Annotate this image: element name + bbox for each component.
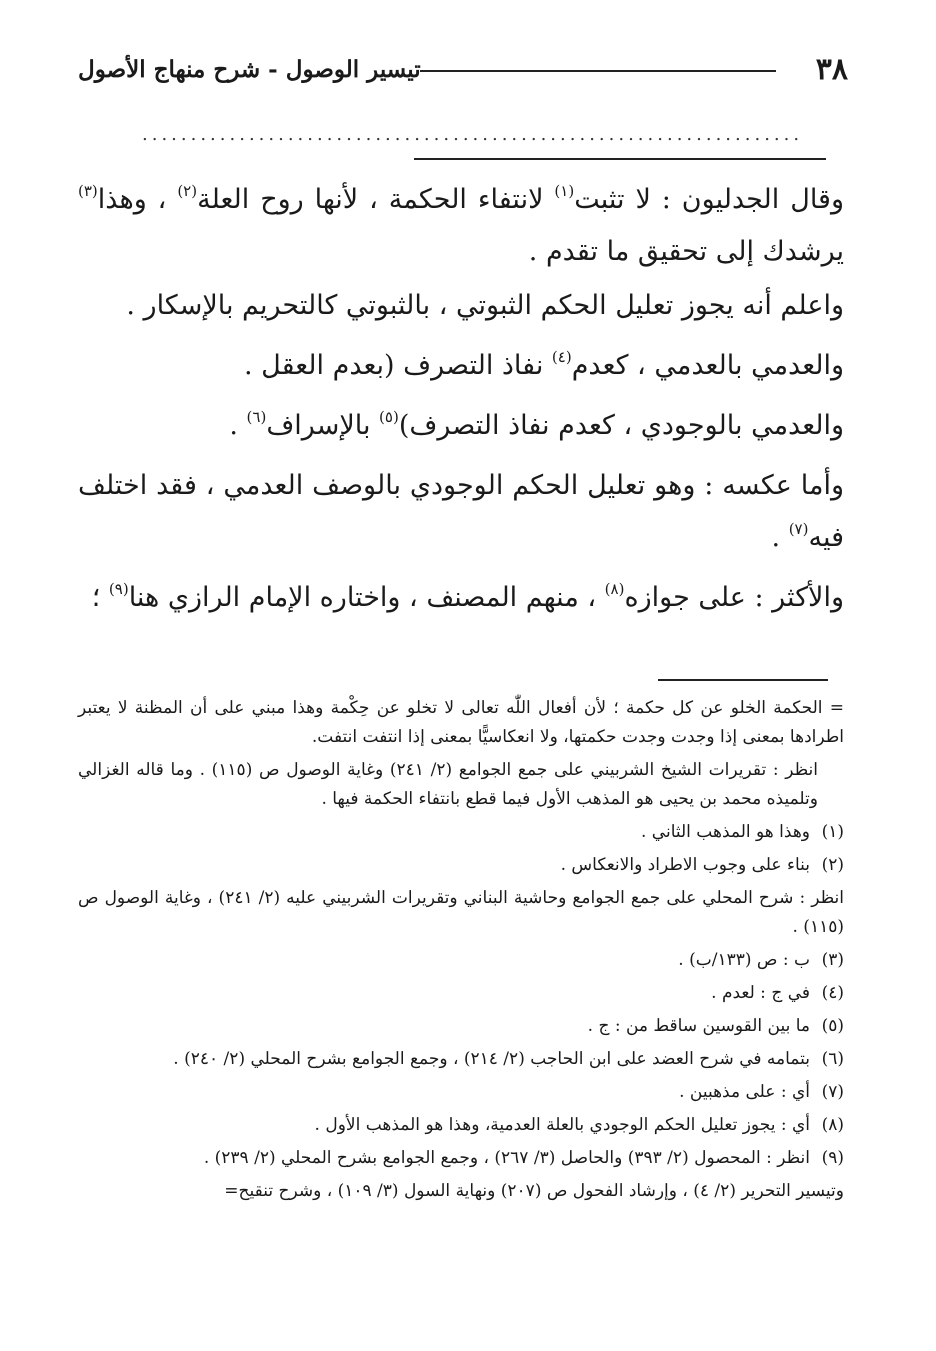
footnote-item [78,818,844,847]
text-run: ، منهم المصنف ، واختاره الإمام الرازي هنا [128,582,605,613]
footnote-continued: = الحكمة الخلو عن كل حكمة ؛ لأن أفعال اللّٰه تعالى لا تخلو عن حِكْمة وهذا مبني على أن المظنة لا يعتبر اطرادها بمعنى إذا وجدت وجدت حكمتها، ولا انعكاسيًّا بمعنى إذا انتفت انتفت. [78,698,844,747]
footnote-ref[interactable]: (٤) [551,348,572,366]
main-text [78,174,844,632]
text-run: لانتفاء الحكمة ، لأنها روح العلة [197,184,555,215]
text-run: والأكثر : على جوازه [624,582,844,613]
text-run: والعدمي بالعدمي ، كعدم [571,350,844,381]
section-rule [414,158,826,160]
footnote-ref[interactable]: (٥) [379,408,399,426]
footnote-text: في ج : لعدم . [711,983,810,1003]
footnote-number: (٥) [821,1016,844,1036]
footnote-number: (٤) [821,983,844,1003]
footnote-number: (٨) [821,1115,844,1135]
page-number: ٣٨ [815,52,848,87]
footnote-number: (٩) [821,1148,844,1168]
text-run: يرشدك إلى تحقيق ما تقدم . [528,236,844,267]
paragraph-1 [78,174,844,278]
text-run: وأما عكسه : وهو تعليل الحكم الوجودي بالوصف العدمي ، فقد اختلف فيه [78,470,844,553]
footnote-text: أي : يجوز تعليل الحكم الوجودي بالعلة العدمية، وهذا هو المذهب الأول . [314,1115,810,1135]
footnote-number: (٢) [821,855,844,875]
text-run: وقال الجدليون : لا تثبت [574,184,844,215]
text-run: . [771,522,789,553]
text-run: نفاذ التصرف (بعدم العقل . [244,350,552,381]
footnote-ref[interactable]: (٦) [246,408,267,426]
footnote-text: وهذا هو المذهب الثاني . [640,822,810,842]
text-run: ؛ [91,582,109,613]
footnote-text: انظر : المحصول (٢/ ٣٩٣) والحاصل (٣/ ٢٦٧) ، وجمع الجوامع بشرح المحلي (٢/ ٢٣٩) . [203,1148,810,1168]
footnote-text: بناء على وجوب الاطراد والانعكاس . [560,855,810,875]
footnote-number: (٦) [821,1049,844,1069]
footnote-item [78,1111,844,1140]
text-run: والعدمي بالوجودي ، كعدم نفاذ التصرف) [398,410,844,441]
dotted-separator: .................................................................... [142,124,804,145]
text-run: بالإسراف [266,410,380,441]
paragraph-6 [78,572,844,624]
footnote-item [78,1045,844,1074]
footnote-ref[interactable]: (٨) [604,580,625,598]
footnote-item [78,851,844,880]
footnote-ref[interactable]: (٩) [108,580,129,598]
footnote-ref[interactable]: (٢) [177,182,198,200]
page-header [78,48,848,92]
footnote-text: ب : ص (١٣٣/ب) . [678,950,810,970]
footnote-subtext: انظر : شرح المحلي على جمع الجوامع وحاشية البناني وتقريرات الشربيني عليه (٢/ ٢٤١) ، وغاية الوصول ص (١١٥) . [78,888,844,937]
footnote-ref[interactable]: (٧) [788,520,809,538]
text-run: ، وهذا [97,184,178,215]
footnote-rule [658,679,828,681]
text-run: . [229,410,247,441]
running-title: تيسير الوصول - شرح منهاج الأصول [78,56,421,83]
footnote-item [78,1144,844,1173]
footnotes [78,694,844,1210]
footnote-ref[interactable]: (١) [554,182,575,200]
footnote-continued-reference: انظر : تقريرات الشيخ الشربيني على جمع الجوامع (٢/ ٢٤١) وغاية الوصول ص (١١٥) . وما قاله الغزالي وتلميذه محمد بن يحيى هو المذهب الأول فيما قطع بانتفاء الحكمة فيها . [78,760,818,809]
footnote-number: (٣) [821,950,844,970]
footnote-text: ما بين القوسين ساقط من : ج . [587,1016,810,1036]
footnote-text: أي : على مذهبين . [679,1082,810,1102]
paragraph-5 [78,460,844,564]
footnote-ref[interactable]: (٣) [78,182,98,200]
paragraph-3 [78,340,844,392]
footnote-item [78,1078,844,1107]
footnote-item [78,946,844,975]
footnote-number: (٧) [821,1082,844,1102]
footnote-text: بتمامه في شرح العضد على ابن الحاجب (٢/ ٢١٤) ، وجمع الجوامع بشرح المحلي (٢/ ٢٤٠) . [173,1049,810,1069]
paragraph-2: واعلم أنه يجوز تعليل الحكم الثبوتي ، بالثبوتي كالتحريم بالإسكار . [126,290,844,321]
header-rule [420,70,776,72]
footnote-item [78,979,844,1008]
footnote-subtext: وتيسير التحرير (٢/ ٤) ، وإرشاد الفحول ص (٢٠٧) ونهاية السول (٣/ ١٠٩) ، وشرح تنقيح= [224,1181,844,1201]
paragraph-4 [78,400,844,452]
footnote-number: (١) [821,822,844,842]
footnote-item [78,1012,844,1041]
